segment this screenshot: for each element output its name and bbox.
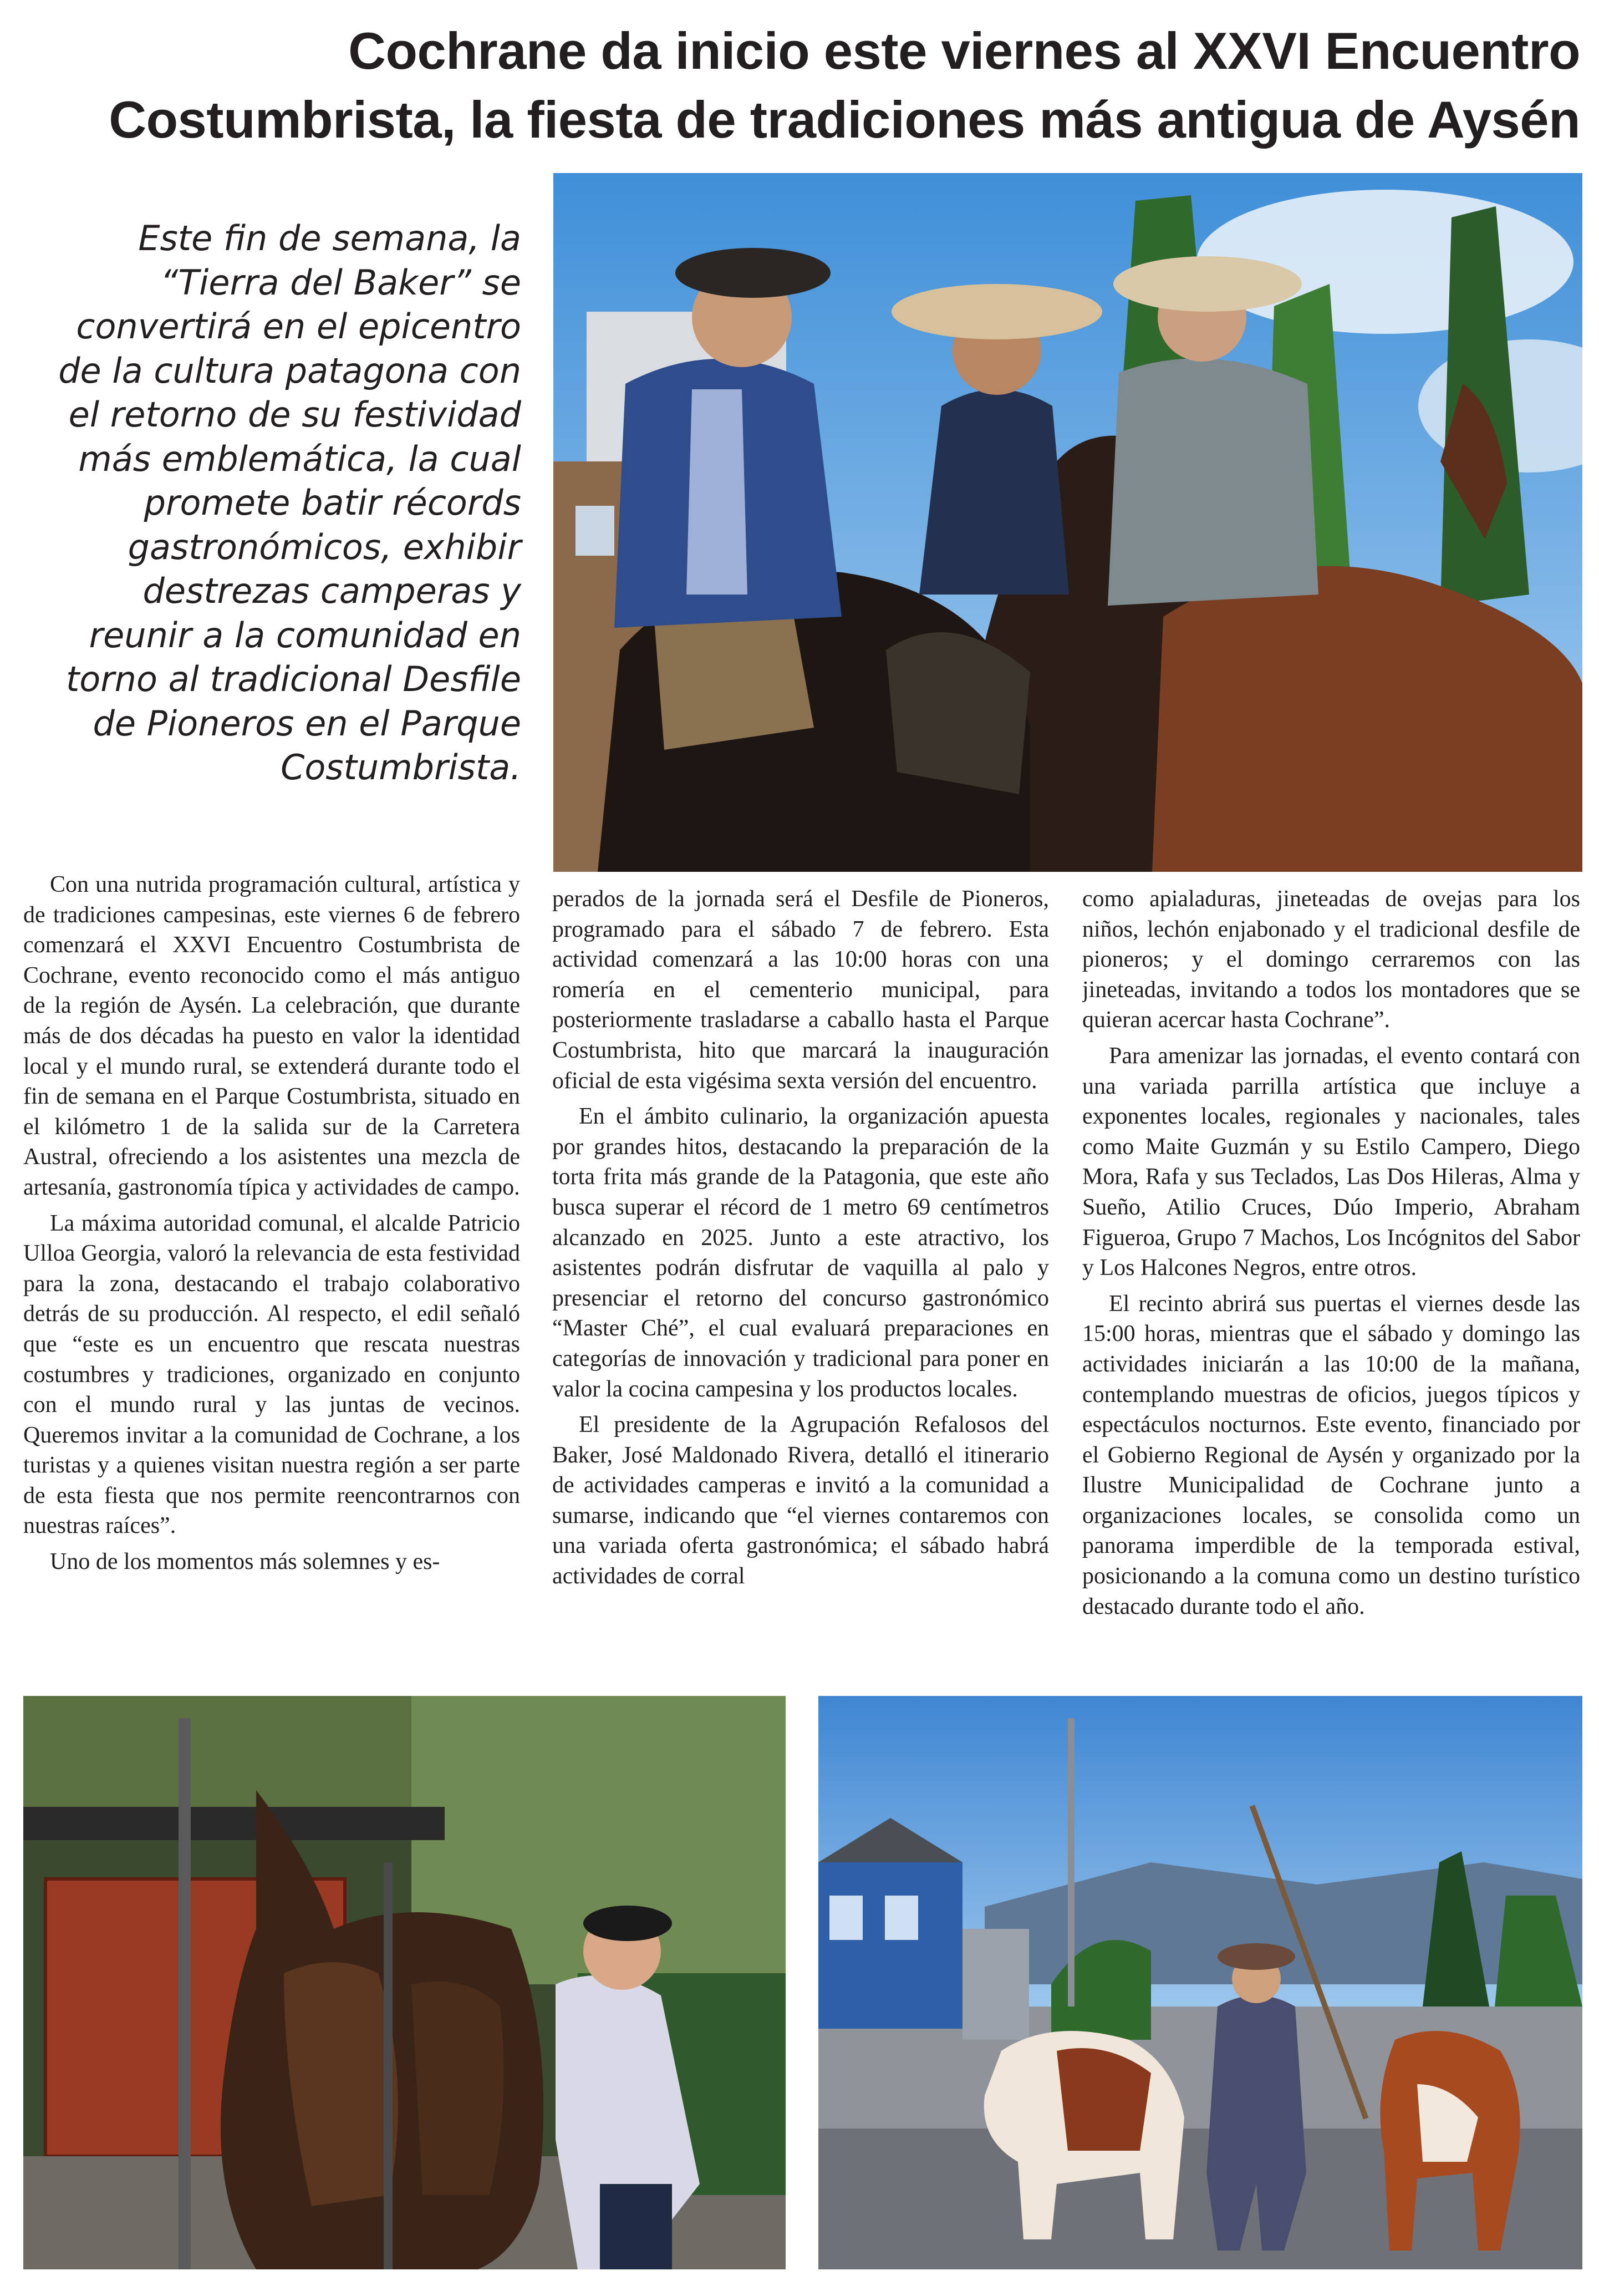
headline-line-2: Costumbrista, la fiesta de tradiciones más antigua de Aysén [109,90,1580,149]
body-paragraph: La máxima autoridad comunal, el alcalde Patricio Ulloa Georgia, valoró la relevancia de esta festividad para la zona, destacando el trabajo colaborativo detrás de su producción. Al respecto, el edil señaló que “este es un encuentro que rescata nuestras costumbres y tradiciones, organizado en conjunto con el mundo rural y las juntas de vecinos. Queremos invitar a la comunidad de Cochrane, a los turistas y a quienes visitan nuestra región a ser parte de esta fiesta que nos permite reencontrarnos con nuestras raíces”. [23,1210,520,1539]
body-paragraph: Para amenizar las jornadas, el evento contará con una variada parrilla artística que incluye a exponentes locales, regionales y nacionales, tales como Maite Guzmán y su Estilo Campero, Diego Mora, Rafa y sus Teclados, Las Dos Hileras, Alma y Sueño, Atilio Cruces, Dúo Imperio, Abraham Figueroa, Grupo 7 Machos, Los Incógnitos del Sabor y Los Halcones Negros, entre otros. [1082,1043,1580,1281]
photo-oxen-parade [818,1696,1582,2269]
article-lede: Este fin de semana, la “Tierra del Baker” se convertirá en el epicentro de la cultura patagona con el retorno de su festividad más emblemática, la cual promete batir récords gastronómicos, exhibir destrezas camperas y reunir a la comunidad en torno al tradicional Desfile de Pioneros en el Parque Costumbrista. [58,218,521,788]
body-paragraph-continued: como apialaduras, jineteadas de ovejas para los niños, lechón enjabonado y el tradicional desfile de pioneros; y el domingo cerraremos con las jineteadas, invitando a todos los montadores que se quieran acercar hasta Cochrane”. [1082,886,1580,1033]
body-paragraph: El presidente de la Agrupación Refalosos del Baker, José Maldonado Rivera, detalló el itinerario de actividades camperas e invitó a la comunidad a sumarse, indicando que “el viernes contaremos con una variada oferta gastronómica; el sábado habrá actividades de corral [552,1412,1049,1589]
article-column-1 [23,870,520,1679]
article-headline [22,17,1580,154]
article-column-3 [1082,884,1580,1694]
photo-riders-on-horseback [553,173,1582,872]
article-column-2 [552,884,1049,1694]
body-paragraph: En el ámbito culinario, la organización apuesta por grandes hitos, destacando la preparación de la torta frita más grande de la Patagonia, que este año busca superar el récord de 1 metro 69 centímetros alcanzado en 2025. Junto a este atractivo, los asistentes podrán disfrutar de vaquilla al palo y presenciar el retorno del concurso gastronómico “Master Ché”, el cual evaluará preparaciones en categorías de innovación y tradicional para poner en valor la cocina campesina y los productos locales. [552,1104,1049,1402]
body-paragraph: El recinto abrirá sus puertas el viernes desde las 15:00 horas, mientras que el sábado y domingo las actividades iniciarán a las 10:00 de la mañana, contemplando muestras de oficios, juegos típicos y espectáculos nocturnos. Este evento, financiado por el Gobierno Regional de Aysén y organizado por la Ilustre Municipalidad de Cochrane junto a organizaciones locales, se consolida como un panorama imperdible de la temporada estival, posicionando a la comuna como un destino turístico destacado durante todo el año. [1082,1291,1580,1619]
body-paragraph-continued: perados de la jornada será el Desfile de Pioneros, programado para el sábado 7 de febrero. Esta actividad comenzará a las 10:00 horas con una romería en el cementerio municipal, para posteriormente trasladarse a caballo hasta el Parque Costumbrista, hito que marcará la inauguración oficial de esta vigésima sexta versión del encuentro. [552,886,1049,1094]
body-paragraph: Uno de los momentos más solemnes y es- [50,1549,440,1575]
riders-illustration [553,173,1582,872]
photo-vaquilla-al-palo [23,1696,786,2269]
body-paragraph: Con una nutrida programación cultural, artística y de tradiciones campesinas, este viernes 6 de febrero comenzará el XXVI Encuentro Costumbrista de Cochrane, evento reconocido como el más antiguo de la región de Aysén. La celebración, que durante más de dos décadas ha puesto en valor la identidad local y el mundo rural, se extenderá durante todo el fin de semana en el Parque Costumbrista, situado en el kilómetro 1 de la salida sur de la Carretera Austral, ofreciendo a los asistentes una mezcla de artesanía, gastronomía típica y actividades de campo. [23,872,520,1200]
oxen-illustration [818,1696,1582,2269]
headline-line-1: Cochrane da inicio este viernes al XXVI Encuentro [348,22,1580,80]
roast-illustration [23,1696,786,2269]
